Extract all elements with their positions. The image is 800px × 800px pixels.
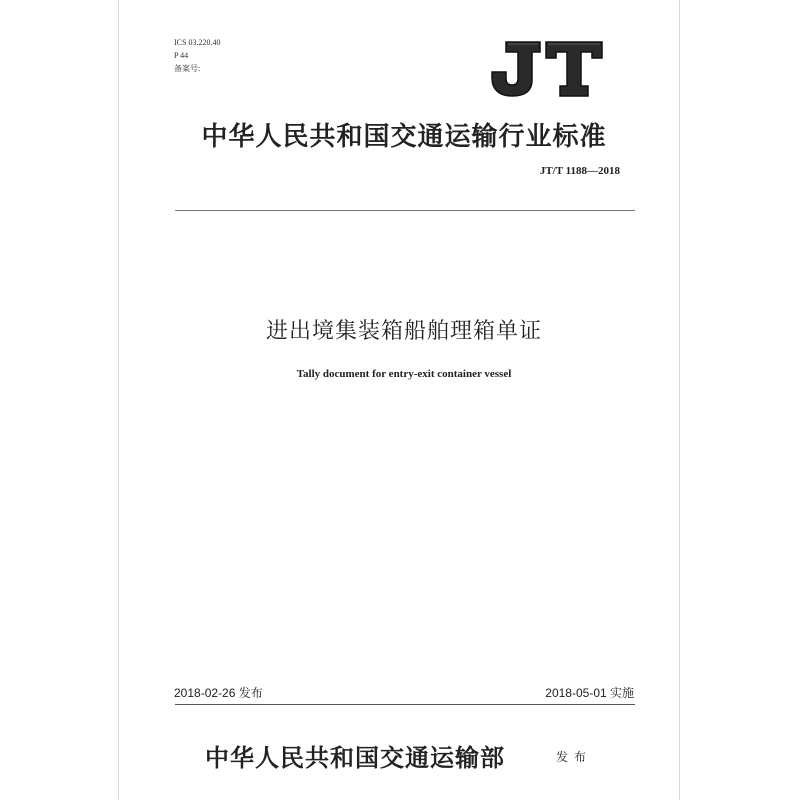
- document-title-english: Tally document for entry-exit container vessel: [296, 368, 512, 380]
- ics-code: ICS 03.220.40: [174, 38, 221, 47]
- industry-standard-heading: 中华人民共和国交通运输行业标准: [201, 122, 607, 152]
- filing-number-label: 备案号:: [174, 64, 201, 73]
- jt-logo: [488, 38, 606, 98]
- header-divider: [175, 210, 635, 211]
- document-title-chinese: 进出境集装箱船舶理箱单证: [265, 319, 542, 344]
- implementation-date: 2018-05-01 实施: [545, 686, 634, 700]
- publisher-name: 中华人民共和国交通运输部: [205, 743, 505, 772]
- classification-block: [174, 36, 220, 75]
- footer-divider: [175, 704, 635, 705]
- issue-date: 2018-02-26 发布: [174, 686, 263, 700]
- ccs-code: P 44: [174, 51, 189, 60]
- publish-label: 发布: [556, 750, 593, 764]
- standard-code: JT/T 1188—2018: [539, 165, 620, 177]
